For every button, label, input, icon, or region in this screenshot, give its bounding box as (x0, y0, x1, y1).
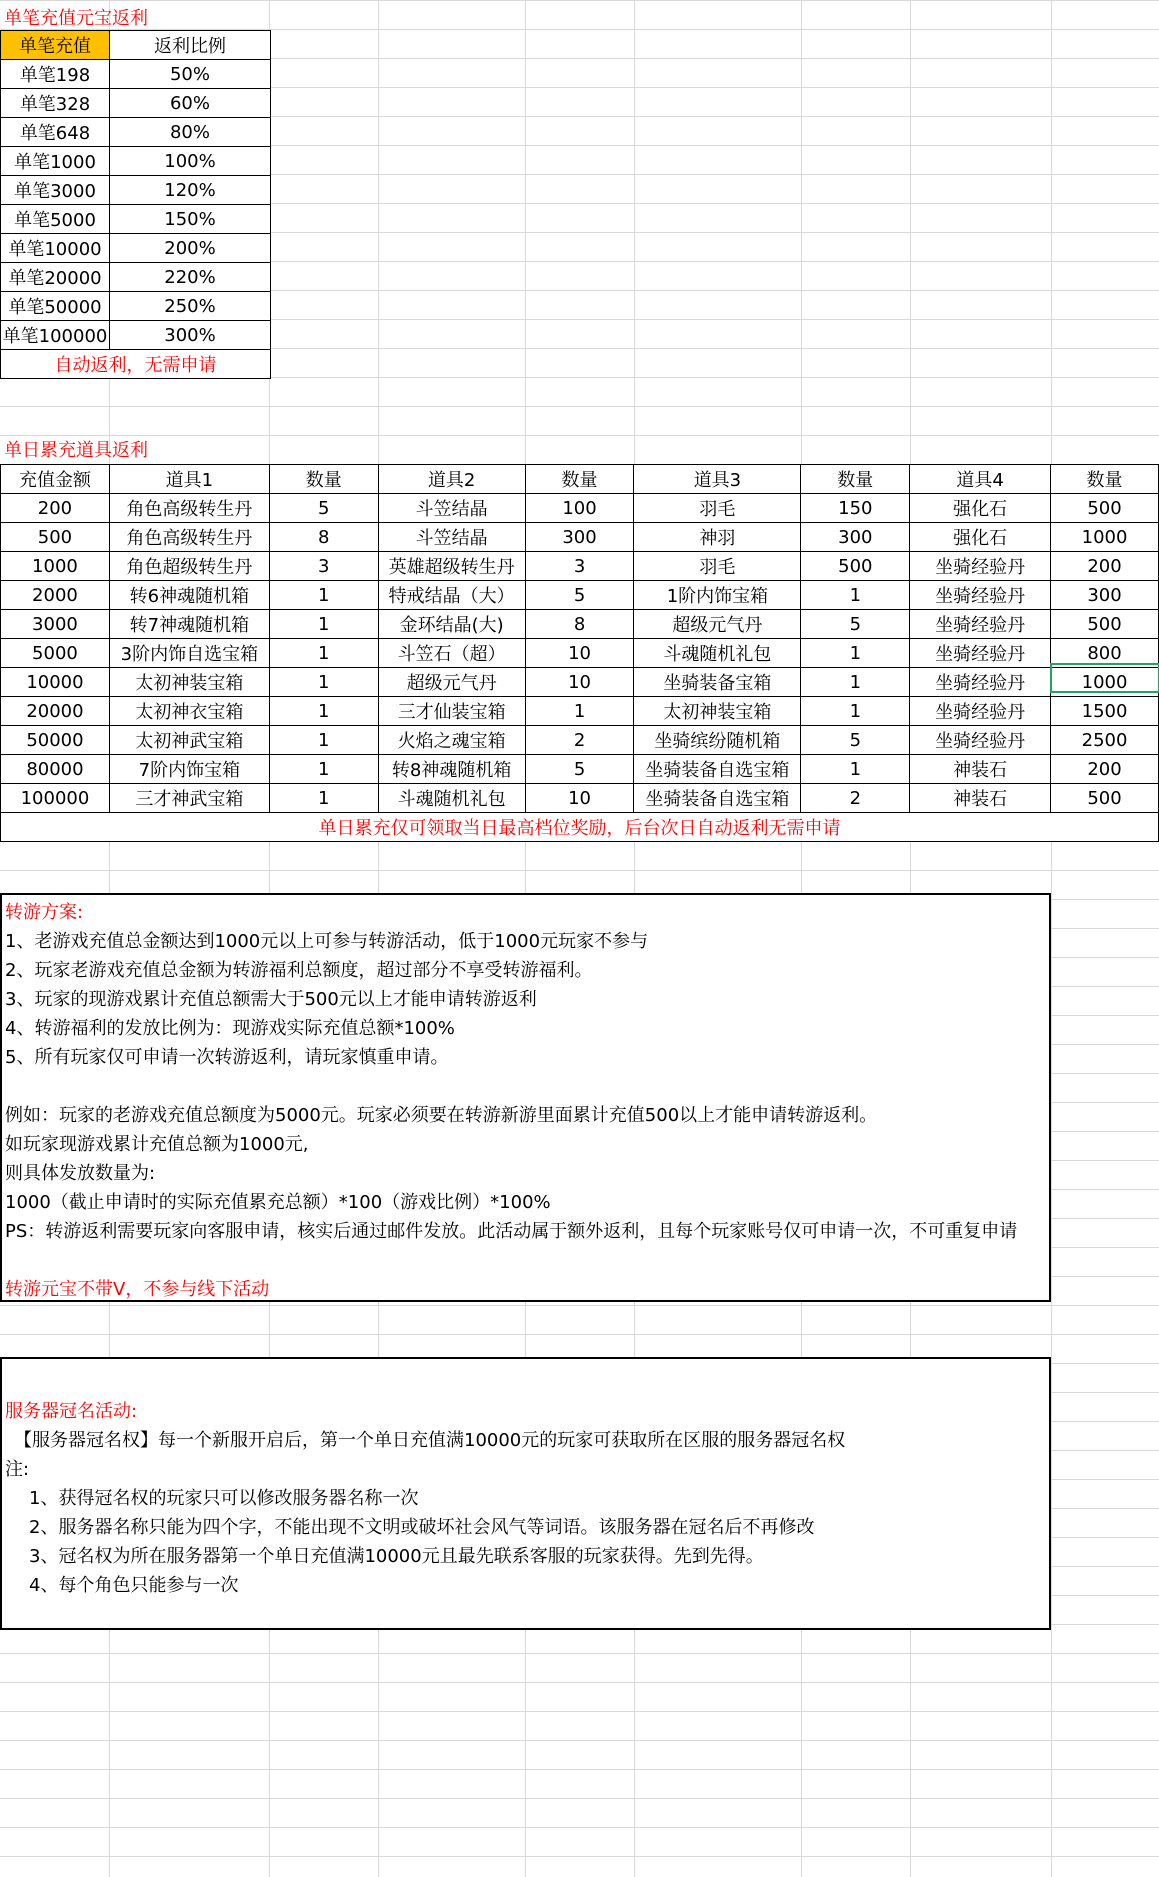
item-name-cell[interactable]: 神装石 (910, 784, 1051, 813)
item-name-cell[interactable]: 转8神魂随机箱 (378, 755, 525, 784)
rebate-ratio-cell[interactable]: 100% (110, 147, 271, 176)
item-name-cell[interactable]: 超级元气丹 (378, 668, 525, 697)
item-name-cell[interactable]: 坐骑装备自选宝箱 (634, 755, 801, 784)
item-quantity-cell[interactable]: 10 (525, 639, 634, 668)
recharge-amount-cell[interactable]: 5000 (1, 639, 110, 668)
naming-rule-1: 1、获得冠名权的玩家只可以修改服务器名称一次 (29, 1488, 419, 1509)
item-name-cell[interactable]: 太初神衣宝箱 (109, 697, 269, 726)
recharge-amount-cell[interactable]: 200 (1, 494, 110, 523)
item-quantity-cell[interactable]: 1 (269, 581, 378, 610)
item-quantity-cell[interactable]: 10 (525, 784, 634, 813)
table-row (1, 726, 1159, 755)
recharge-amount-cell[interactable]: 单笔50000 (1, 292, 110, 321)
item-name-cell[interactable]: 坐骑经验丹 (910, 668, 1051, 697)
section2-title: 单日累充道具返利 (4, 440, 148, 461)
table-row (1, 118, 271, 147)
recharge-amount-cell[interactable]: 2000 (1, 581, 110, 610)
recharge-amount-cell[interactable]: 单笔1000 (1, 147, 110, 176)
transfer-rule-4: 4、转游福利的发放比例为：现游戏实际充值总额*100% (5, 1018, 455, 1039)
table-row (1, 147, 271, 176)
item-name-cell[interactable]: 斗魂随机礼包 (634, 639, 801, 668)
table-row (1, 205, 271, 234)
section3-title: 转游方案: (5, 902, 84, 923)
table-row (1, 552, 1159, 581)
item-name-cell[interactable]: 坐骑经验丹 (910, 581, 1051, 610)
table-row (1, 639, 1159, 668)
item-name-cell[interactable]: 羽毛 (634, 552, 801, 581)
table-row (1, 234, 271, 263)
column-header[interactable]: 道具2 (378, 465, 525, 494)
item-name-cell[interactable]: 斗笠结晶 (378, 523, 525, 552)
item-name-cell[interactable]: 太初神武宝箱 (109, 726, 269, 755)
item-quantity-cell[interactable]: 300 (1051, 581, 1159, 610)
item-quantity-cell[interactable]: 1 (801, 668, 910, 697)
section3-note: 转游元宝不带V，不参与线下活动 (5, 1279, 270, 1300)
transfer-rule-1: 1、老游戏充值总金额达到1000元以上可参与转游活动，低于1000元玩家不参与 (5, 931, 649, 952)
item-name-cell[interactable]: 7阶内饰宝箱 (109, 755, 269, 784)
item-name-cell[interactable]: 强化石 (910, 494, 1051, 523)
item-quantity-cell[interactable]: 1000 (1051, 523, 1159, 552)
item-quantity-cell[interactable]: 500 (1051, 784, 1159, 813)
item-quantity-cell[interactable]: 500 (801, 552, 910, 581)
item-name-cell[interactable]: 角色高级转生丹 (109, 494, 269, 523)
rebate-ratio-cell[interactable]: 120% (110, 176, 271, 205)
rebate-ratio-cell[interactable]: 60% (110, 89, 271, 118)
naming-rule-2: 2、服务器名称只能为四个字，不能出现不文明或破坏社会风气等词语。该服务器在冠名后不再修改 (29, 1517, 815, 1538)
item-quantity-cell[interactable]: 1 (269, 784, 378, 813)
recharge-amount-cell[interactable]: 80000 (1, 755, 110, 784)
item-quantity-cell[interactable]: 1 (269, 639, 378, 668)
table-row (1, 60, 271, 89)
table-row (1, 610, 1159, 639)
recharge-amount-cell[interactable]: 单笔198 (1, 60, 110, 89)
header-rebate-ratio[interactable]: 返利比例 (110, 31, 271, 60)
table-row (1, 581, 1159, 610)
table-row (1, 494, 1159, 523)
recharge-amount-cell[interactable]: 单笔20000 (1, 263, 110, 292)
item-quantity-cell[interactable]: 500 (1051, 610, 1159, 639)
rebate-ratio-cell[interactable]: 250% (110, 292, 271, 321)
item-quantity-cell[interactable]: 8 (525, 610, 634, 639)
recharge-amount-cell[interactable]: 3000 (1, 610, 110, 639)
recharge-amount-cell[interactable]: 1000 (1, 552, 110, 581)
item-quantity-cell[interactable]: 1 (801, 755, 910, 784)
rebate-ratio-cell[interactable]: 50% (110, 60, 271, 89)
item-quantity-cell[interactable]: 300 (525, 523, 634, 552)
item-name-cell[interactable]: 强化石 (910, 523, 1051, 552)
item-quantity-cell[interactable]: 1 (525, 697, 634, 726)
recharge-amount-cell[interactable]: 20000 (1, 697, 110, 726)
naming-rule-3: 3、冠名权为所在服务器第一个单日充值满10000元且最先联系客服的玩家获得。先到先得。 (29, 1546, 764, 1567)
recharge-amount-cell[interactable]: 单笔648 (1, 118, 110, 147)
item-quantity-cell[interactable]: 100 (525, 494, 634, 523)
item-name-cell[interactable]: 金环结晶(大) (378, 610, 525, 639)
item-name-cell[interactable]: 坐骑装备宝箱 (634, 668, 801, 697)
item-name-cell[interactable]: 斗笠结晶 (378, 494, 525, 523)
item-quantity-cell[interactable]: 1 (269, 610, 378, 639)
item-name-cell[interactable]: 坐骑经验丹 (910, 726, 1051, 755)
section2-note[interactable]: 单日累充仅可领取当日最高档位奖励，后台次日自动返利无需申请 (1, 813, 1159, 842)
recharge-rebate-table (0, 30, 271, 379)
item-name-cell[interactable]: 神羽 (634, 523, 801, 552)
item-quantity-cell[interactable]: 1 (269, 755, 378, 784)
item-name-cell[interactable]: 斗魂随机礼包 (378, 784, 525, 813)
column-header[interactable]: 道具4 (910, 465, 1051, 494)
item-name-cell[interactable]: 角色超级转生丹 (109, 552, 269, 581)
example-line-5: PS：转游返利需要玩家向客服申请，核实后通过邮件发放。此活动属于额外返利，且每个玩家账号仅可申请一次，不可重复申请 (5, 1221, 1018, 1242)
item-name-cell[interactable]: 神装石 (910, 755, 1051, 784)
item-quantity-cell[interactable]: 800 (1051, 639, 1159, 668)
table-row (1, 523, 1159, 552)
item-name-cell[interactable]: 转6神魂随机箱 (109, 581, 269, 610)
table-row (1, 263, 271, 292)
item-name-cell[interactable]: 火焰之魂宝箱 (378, 726, 525, 755)
example-line-4: 1000（截止申请时的实际充值累充总额）*100（游戏比例）*100% (5, 1192, 551, 1213)
item-quantity-cell[interactable]: 5 (525, 581, 634, 610)
item-quantity-cell[interactable]: 1000 (1051, 668, 1159, 697)
item-quantity-cell[interactable]: 1 (801, 697, 910, 726)
item-quantity-cell[interactable]: 5 (525, 755, 634, 784)
item-quantity-cell[interactable]: 3 (525, 552, 634, 581)
item-name-cell[interactable]: 1阶内饰宝箱 (634, 581, 801, 610)
recharge-amount-cell[interactable]: 单笔5000 (1, 205, 110, 234)
server-naming-intro: 【服务器冠名权】每一个新服开启后，第一个单日充值满10000元的玩家可获取所在区服的服务器冠名权 (14, 1430, 846, 1451)
transfer-rule-3: 3、玩家的现游戏累计充值总额需大于500元以上才能申请转游返利 (5, 989, 537, 1010)
item-quantity-cell[interactable]: 2 (801, 784, 910, 813)
note-label: 注: (5, 1459, 30, 1480)
item-name-cell[interactable]: 角色高级转生丹 (109, 523, 269, 552)
column-header[interactable]: 道具3 (634, 465, 801, 494)
item-quantity-cell[interactable]: 300 (801, 523, 910, 552)
item-name-cell[interactable]: 坐骑装备自选宝箱 (634, 784, 801, 813)
item-quantity-cell[interactable]: 5 (801, 726, 910, 755)
item-name-cell[interactable]: 三才仙装宝箱 (378, 697, 525, 726)
rebate-ratio-cell[interactable]: 220% (110, 263, 271, 292)
item-name-cell[interactable]: 超级元气丹 (634, 610, 801, 639)
table-row (1, 176, 271, 205)
recharge-amount-cell[interactable]: 单笔3000 (1, 176, 110, 205)
item-quantity-cell[interactable]: 3 (269, 552, 378, 581)
recharge-amount-cell[interactable]: 单笔328 (1, 89, 110, 118)
table-row (1, 321, 271, 350)
example-line-1: 例如：玩家的老游戏充值总额度为5000元。玩家必须要在转游新游里面累计充值500以上才能申请转游返利。 (5, 1105, 878, 1126)
rebate-ratio-cell[interactable]: 150% (110, 205, 271, 234)
example-line-2: 如玩家现游戏累计充值总额为1000元, (5, 1134, 309, 1155)
item-quantity-cell[interactable]: 1 (269, 726, 378, 755)
table-row (1, 755, 1159, 784)
table-row (1, 668, 1159, 697)
item-name-cell[interactable]: 3阶内饰自选宝箱 (109, 639, 269, 668)
column-header[interactable]: 充值金额 (1, 465, 110, 494)
item-name-cell[interactable]: 转7神魂随机箱 (109, 610, 269, 639)
item-name-cell[interactable]: 坐骑经验丹 (910, 697, 1051, 726)
item-quantity-cell[interactable]: 2500 (1051, 726, 1159, 755)
item-name-cell[interactable]: 太初神装宝箱 (634, 697, 801, 726)
item-name-cell[interactable]: 坐骑经验丹 (910, 552, 1051, 581)
table-row (1, 697, 1159, 726)
section1-note[interactable]: 自动返利，无需申请 (1, 350, 271, 379)
rebate-ratio-cell[interactable]: 300% (110, 321, 271, 350)
item-name-cell[interactable]: 坐骑缤纷随机箱 (634, 726, 801, 755)
recharge-amount-cell[interactable]: 100000 (1, 784, 110, 813)
recharge-amount-cell[interactable]: 单笔100000 (1, 321, 110, 350)
column-header[interactable]: 数量 (269, 465, 378, 494)
item-quantity-cell[interactable]: 1 (801, 581, 910, 610)
item-name-cell[interactable]: 坐骑经验丹 (910, 610, 1051, 639)
item-name-cell[interactable]: 坐骑经验丹 (910, 639, 1051, 668)
table-row (1, 784, 1159, 813)
column-header[interactable]: 数量 (1051, 465, 1159, 494)
transfer-rule-5: 5、所有玩家仅可申请一次转游返利，请玩家慎重申请。 (5, 1047, 449, 1068)
recharge-amount-cell[interactable]: 50000 (1, 726, 110, 755)
item-quantity-cell[interactable]: 10 (525, 668, 634, 697)
item-quantity-cell[interactable]: 1500 (1051, 697, 1159, 726)
rebate-ratio-cell[interactable]: 80% (110, 118, 271, 147)
item-quantity-cell[interactable]: 5 (269, 494, 378, 523)
section1-title: 单笔充值元宝返利 (4, 8, 148, 29)
item-quantity-cell[interactable]: 5 (801, 610, 910, 639)
naming-rule-4: 4、每个角色只能参与一次 (29, 1575, 239, 1596)
selected-cell (1050, 663, 1159, 693)
item-quantity-cell[interactable]: 1 (269, 668, 378, 697)
rebate-ratio-cell[interactable]: 200% (110, 234, 271, 263)
item-quantity-cell[interactable]: 1 (801, 639, 910, 668)
item-quantity-cell[interactable]: 1 (269, 697, 378, 726)
recharge-amount-cell[interactable]: 单笔10000 (1, 234, 110, 263)
example-line-3: 则具体发放数量为: (5, 1163, 156, 1184)
item-quantity-cell[interactable]: 150 (801, 494, 910, 523)
transfer-rule-2: 2、玩家老游戏充值总金额为转游福利总额度，超过部分不享受转游福利。 (5, 960, 593, 981)
item-quantity-cell[interactable]: 2 (525, 726, 634, 755)
item-name-cell[interactable]: 特戒结晶（大） (378, 581, 525, 610)
table-row (1, 292, 271, 321)
item-name-cell[interactable]: 英雄超级转生丹 (378, 552, 525, 581)
header-single-recharge[interactable]: 单笔充值 (1, 31, 110, 60)
item-quantity-cell[interactable]: 500 (1051, 494, 1159, 523)
table-row (1, 89, 271, 118)
item-name-cell[interactable]: 三才神武宝箱 (109, 784, 269, 813)
item-name-cell[interactable]: 太初神装宝箱 (109, 668, 269, 697)
section4-title: 服务器冠名活动: (5, 1401, 138, 1422)
daily-recharge-item-table (0, 464, 1159, 842)
column-header[interactable]: 道具1 (109, 465, 269, 494)
recharge-amount-cell[interactable]: 500 (1, 523, 110, 552)
recharge-amount-cell[interactable]: 10000 (1, 668, 110, 697)
item-name-cell[interactable]: 斗笠石（超） (378, 639, 525, 668)
column-header[interactable]: 数量 (525, 465, 634, 494)
item-quantity-cell[interactable]: 200 (1051, 552, 1159, 581)
column-header[interactable]: 数量 (801, 465, 910, 494)
item-name-cell[interactable]: 羽毛 (634, 494, 801, 523)
item-quantity-cell[interactable]: 200 (1051, 755, 1159, 784)
item-quantity-cell[interactable]: 8 (269, 523, 378, 552)
